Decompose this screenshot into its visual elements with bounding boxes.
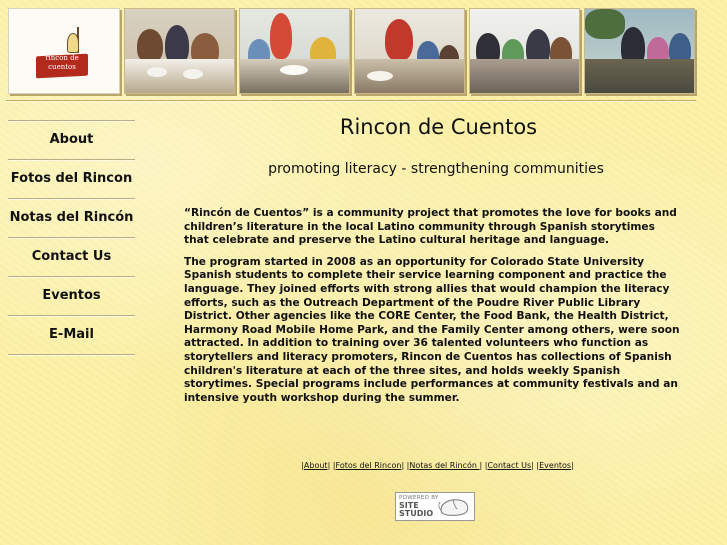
footer-link-fotos[interactable]: Fotos del Rincon — [335, 461, 402, 470]
site-logo[interactable] — [8, 8, 120, 94]
header-divider — [6, 100, 696, 101]
logo-book-icon — [67, 33, 79, 53]
footer-link-notas[interactable]: Notas del Rincón — [409, 461, 480, 470]
photo-kids-outdoor-table — [239, 8, 350, 94]
page-title: Rincon de Cuentos — [339, 115, 538, 139]
badge-powered-by-text: POWERED BY — [399, 495, 439, 501]
footer-link-eventos[interactable]: Eventos — [539, 461, 572, 470]
photo-family-outdoor — [584, 8, 695, 94]
photo-group-kids-table — [124, 8, 235, 94]
footer-link-contact[interactable]: Contact Us — [487, 461, 532, 470]
header-banner — [6, 6, 696, 92]
nav-contact-us[interactable]: Contact Us — [31, 249, 112, 264]
photo-storyteller-kids — [354, 8, 465, 94]
footer-separator: | | — [479, 461, 488, 470]
footer-separator: | — [571, 461, 574, 470]
footer-separator: | — [301, 461, 304, 470]
powered-by-site-studio-badge[interactable] — [395, 492, 475, 521]
footer-links — [300, 461, 575, 470]
page-tagline: promoting literacy - strengthening communities — [268, 161, 604, 177]
sidebar-nav — [8, 120, 135, 355]
about-content — [184, 207, 682, 413]
footer-separator: | | — [531, 461, 540, 470]
footer-separator: | | — [327, 461, 336, 470]
footer-separator: | | — [401, 461, 410, 470]
photo-kids-indoor-group — [469, 8, 580, 94]
about-paragraph-intro: “Rincón de Cuentos” is a community project that promotes the love for books and children’s literature in the local Latino community through Spanish storytimes that celebrate and preserve the Latino cultural heritage and language. — [184, 207, 677, 247]
nav-email[interactable]: E-Mail — [49, 327, 94, 342]
nav-eventos[interactable]: Eventos — [42, 288, 101, 303]
nav-about[interactable]: About — [49, 132, 94, 147]
nav-fotos-del-rincon[interactable]: Fotos del Rincon — [10, 171, 133, 186]
nav-divider — [8, 354, 135, 355]
mouse-icon — [437, 496, 471, 518]
logo-text: rincón de cuentos — [45, 54, 79, 71]
footer-link-about[interactable]: About — [303, 461, 328, 470]
about-paragraph-history: The program started in 2008 as an opportunity for Colorado State University Spanish students to complete their service learning component and practice the language. They joined efforts with strong allies that would champion the literacy efforts, such as the Outreach Department of the Poudre River Public Library District. Other agencies like the CORE Center, the Food Bank, the Health District, Harmony Road Mobile Home Park, and the Family Center among others, were soon attracted. In addition to training over 36 talented volunteers who function as storytellers and literacy promoters, Rincon de Cuentos has collections of Spanish children's literature at each of the three sites, and holds weekly Spanish storytimes. Special programs include performances at community festivals and an intensive youth workshop during the summer. — [184, 255, 680, 404]
nav-notas-del-rincon[interactable]: Notas del Rincón — [9, 210, 134, 225]
badge-site-studio-text: SITE STUDIO — [399, 501, 434, 518]
